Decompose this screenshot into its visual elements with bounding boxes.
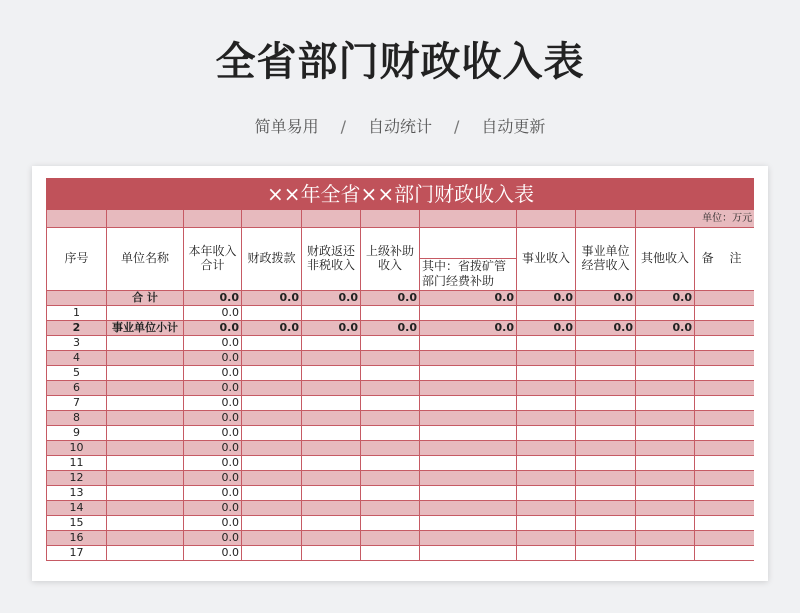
subtitle-separator: / (454, 117, 460, 136)
other-cell[interactable] (636, 411, 695, 426)
remark-cell[interactable] (695, 336, 755, 351)
business-cell[interactable] (517, 306, 576, 321)
unit-name-cell[interactable] (107, 426, 184, 441)
refund-cell[interactable] (302, 441, 361, 456)
row-index[interactable] (47, 291, 107, 306)
sub-cell[interactable] (420, 441, 517, 456)
refund-cell[interactable]: 0.0 (302, 291, 361, 306)
sub-cell[interactable] (420, 411, 517, 426)
cell[interactable] (242, 210, 302, 228)
operating-cell[interactable] (576, 471, 636, 486)
header-operating: 事业单位经营收入 (576, 228, 636, 291)
business-cell[interactable] (517, 381, 576, 396)
row-index[interactable]: 6 (47, 381, 107, 396)
unit-name-cell[interactable]: 事业单位小计 (107, 321, 184, 336)
unit-name-cell[interactable]: 合 计 (107, 291, 184, 306)
cell[interactable] (47, 210, 107, 228)
unit-name-cell[interactable] (107, 486, 184, 501)
business-cell[interactable] (517, 456, 576, 471)
business-cell[interactable] (517, 336, 576, 351)
operating-cell[interactable] (576, 366, 636, 381)
operating-cell[interactable] (576, 546, 636, 561)
table-row (47, 366, 755, 381)
sub-cell[interactable] (420, 456, 517, 471)
table-row (47, 456, 755, 471)
other-cell[interactable] (636, 531, 695, 546)
refund-cell[interactable] (302, 306, 361, 321)
total-cell[interactable]: 0.0 (184, 531, 242, 546)
remark-cell[interactable] (695, 531, 755, 546)
table-body (47, 291, 755, 561)
operating-cell[interactable]: 0.0 (576, 291, 636, 306)
superior-cell[interactable] (361, 366, 420, 381)
remark-cell[interactable] (695, 516, 755, 531)
subtitle-item: 自动更新 (481, 117, 546, 136)
row-index[interactable]: 5 (47, 366, 107, 381)
remark-cell[interactable] (695, 411, 755, 426)
total-cell[interactable]: 0.0 (184, 471, 242, 486)
sub-cell[interactable] (420, 336, 517, 351)
total-cell[interactable]: 0.0 (184, 546, 242, 561)
row-index[interactable]: 3 (47, 336, 107, 351)
row-index[interactable]: 2 (47, 321, 107, 336)
superior-cell[interactable] (361, 426, 420, 441)
operating-cell[interactable] (576, 381, 636, 396)
remark-cell[interactable] (695, 396, 755, 411)
other-cell[interactable] (636, 546, 695, 561)
sub-cell[interactable] (420, 546, 517, 561)
subtitle-separator: / (340, 117, 346, 136)
refund-cell[interactable] (302, 381, 361, 396)
total-cell[interactable]: 0.0 (184, 306, 242, 321)
table-row (47, 321, 755, 336)
refund-cell[interactable] (302, 516, 361, 531)
refund-cell[interactable]: 0.0 (302, 321, 361, 336)
fiscal-cell[interactable] (242, 381, 302, 396)
sub-cell[interactable] (420, 516, 517, 531)
unit-name-cell[interactable] (107, 351, 184, 366)
table-row (47, 501, 755, 516)
superior-cell[interactable] (361, 471, 420, 486)
other-cell[interactable] (636, 486, 695, 501)
remark-cell[interactable] (695, 486, 755, 501)
fiscal-cell[interactable] (242, 366, 302, 381)
fiscal-cell[interactable] (242, 411, 302, 426)
other-cell[interactable] (636, 441, 695, 456)
cell[interactable] (302, 210, 361, 228)
header-total: 本年收入合计 (184, 228, 242, 291)
row-index[interactable]: 16 (47, 531, 107, 546)
superior-cell[interactable]: 0.0 (361, 291, 420, 306)
table-row (47, 336, 755, 351)
header-unit-name: 单位名称 (107, 228, 184, 291)
sub-cell[interactable] (420, 396, 517, 411)
table-row (47, 306, 755, 321)
refund-cell[interactable] (302, 411, 361, 426)
remark-cell[interactable] (695, 546, 755, 561)
refund-cell[interactable] (302, 486, 361, 501)
business-cell[interactable] (517, 486, 576, 501)
operating-cell[interactable] (576, 306, 636, 321)
sub-cell[interactable] (420, 381, 517, 396)
superior-cell[interactable] (361, 396, 420, 411)
row-index[interactable]: 11 (47, 456, 107, 471)
business-cell[interactable] (517, 351, 576, 366)
other-cell[interactable]: 0.0 (636, 321, 695, 336)
superior-cell[interactable] (361, 516, 420, 531)
unit-name-cell[interactable] (107, 531, 184, 546)
fiscal-cell[interactable] (242, 531, 302, 546)
fiscal-cell[interactable] (242, 351, 302, 366)
other-cell[interactable] (636, 471, 695, 486)
remark-cell[interactable] (695, 366, 755, 381)
unit-name-cell[interactable] (107, 336, 184, 351)
other-cell[interactable] (636, 456, 695, 471)
remark-cell[interactable] (695, 456, 755, 471)
other-cell[interactable] (636, 381, 695, 396)
unit-name-cell[interactable] (107, 381, 184, 396)
superior-cell[interactable] (361, 456, 420, 471)
refund-cell[interactable] (302, 456, 361, 471)
header-row (47, 228, 755, 291)
unit-name-cell[interactable] (107, 411, 184, 426)
refund-cell[interactable] (302, 366, 361, 381)
fiscal-cell[interactable] (242, 546, 302, 561)
row-index[interactable]: 13 (47, 486, 107, 501)
operating-cell[interactable] (576, 411, 636, 426)
operating-cell[interactable] (576, 456, 636, 471)
refund-cell[interactable] (302, 471, 361, 486)
spreadsheet (46, 178, 754, 581)
other-cell[interactable] (636, 336, 695, 351)
unit-name-cell[interactable] (107, 441, 184, 456)
superior-cell[interactable] (361, 411, 420, 426)
fiscal-cell[interactable] (242, 501, 302, 516)
business-cell[interactable] (517, 426, 576, 441)
sub-cell[interactable] (420, 531, 517, 546)
fiscal-cell[interactable]: 0.0 (242, 291, 302, 306)
remark-cell[interactable] (695, 306, 755, 321)
sub-cell[interactable] (420, 501, 517, 516)
cell[interactable] (576, 210, 636, 228)
table-row (47, 531, 755, 546)
header-refund: 财政返还非税收入 (302, 228, 361, 291)
remark-cell[interactable] (695, 321, 755, 336)
operating-cell[interactable] (576, 501, 636, 516)
other-cell[interactable] (636, 516, 695, 531)
superior-cell[interactable] (361, 306, 420, 321)
business-cell[interactable] (517, 531, 576, 546)
row-index[interactable]: 1 (47, 306, 107, 321)
row-index[interactable]: 15 (47, 516, 107, 531)
other-cell[interactable] (636, 366, 695, 381)
sub-cell[interactable]: 0.0 (420, 321, 517, 336)
table-row (47, 291, 755, 306)
header-superior: 上级补助收入 (361, 228, 420, 291)
cell[interactable] (107, 210, 184, 228)
cell[interactable] (517, 210, 576, 228)
remark-cell[interactable] (695, 351, 755, 366)
refund-cell[interactable] (302, 531, 361, 546)
row-index[interactable]: 4 (47, 351, 107, 366)
remark-cell[interactable] (695, 291, 755, 306)
remark-cell[interactable] (695, 381, 755, 396)
header-other: 其他收入 (636, 228, 695, 291)
other-cell[interactable] (636, 396, 695, 411)
row-index[interactable]: 9 (47, 426, 107, 441)
operating-cell[interactable] (576, 351, 636, 366)
cell[interactable] (420, 210, 517, 228)
total-cell[interactable]: 0.0 (184, 486, 242, 501)
total-cell[interactable]: 0.0 (184, 516, 242, 531)
total-cell[interactable]: 0.0 (184, 396, 242, 411)
operating-cell[interactable] (576, 441, 636, 456)
business-cell[interactable] (517, 471, 576, 486)
total-cell[interactable]: 0.0 (184, 321, 242, 336)
refund-cell[interactable] (302, 336, 361, 351)
total-cell[interactable]: 0.0 (184, 426, 242, 441)
sub-cell[interactable] (420, 486, 517, 501)
remark-cell[interactable] (695, 441, 755, 456)
superior-cell[interactable] (361, 381, 420, 396)
refund-cell[interactable] (302, 351, 361, 366)
fiscal-cell[interactable] (242, 471, 302, 486)
refund-cell[interactable] (302, 426, 361, 441)
business-cell[interactable] (517, 366, 576, 381)
superior-cell[interactable] (361, 441, 420, 456)
total-cell[interactable]: 0.0 (184, 411, 242, 426)
subtitle-item: 自动统计 (367, 117, 432, 136)
total-cell[interactable]: 0.0 (184, 501, 242, 516)
operating-cell[interactable] (576, 396, 636, 411)
subtitle (0, 114, 800, 137)
table-row (47, 411, 755, 426)
business-cell[interactable]: 0.0 (517, 321, 576, 336)
header-fiscal: 财政拨款 (242, 228, 302, 291)
header-sub-note: 其中：省拨矿管部门经费补助 (420, 258, 516, 290)
header-business: 事业收入 (517, 228, 576, 291)
business-cell[interactable] (517, 546, 576, 561)
unit-row (47, 210, 755, 228)
fiscal-cell[interactable] (242, 396, 302, 411)
table-row (47, 471, 755, 486)
operating-cell[interactable] (576, 426, 636, 441)
table-row (47, 381, 755, 396)
fiscal-cell[interactable] (242, 486, 302, 501)
unit-label: 单位：万元 (636, 210, 755, 228)
business-cell[interactable] (517, 441, 576, 456)
row-index[interactable]: 12 (47, 471, 107, 486)
business-cell[interactable] (517, 516, 576, 531)
refund-cell[interactable] (302, 501, 361, 516)
fiscal-cell[interactable] (242, 426, 302, 441)
cell[interactable] (361, 210, 420, 228)
refund-cell[interactable] (302, 396, 361, 411)
superior-cell[interactable] (361, 531, 420, 546)
row-index[interactable]: 10 (47, 441, 107, 456)
operating-cell[interactable] (576, 486, 636, 501)
sub-cell[interactable] (420, 351, 517, 366)
table-title: ××年全省××部门财政收入表 (47, 179, 755, 210)
other-cell[interactable] (636, 501, 695, 516)
business-cell[interactable] (517, 396, 576, 411)
fiscal-cell[interactable] (242, 441, 302, 456)
other-cell[interactable]: 0.0 (636, 291, 695, 306)
header-seq: 序号 (47, 228, 107, 291)
other-cell[interactable] (636, 426, 695, 441)
superior-cell[interactable] (361, 336, 420, 351)
sub-cell[interactable] (420, 471, 517, 486)
income-table (46, 178, 754, 561)
other-cell[interactable] (636, 306, 695, 321)
total-cell[interactable]: 0.0 (184, 336, 242, 351)
fiscal-cell[interactable] (242, 456, 302, 471)
table-row (47, 426, 755, 441)
total-cell[interactable]: 0.0 (184, 366, 242, 381)
unit-name-cell[interactable] (107, 471, 184, 486)
superior-cell[interactable] (361, 351, 420, 366)
superior-cell[interactable] (361, 546, 420, 561)
total-cell[interactable]: 0.0 (184, 351, 242, 366)
business-cell[interactable] (517, 411, 576, 426)
row-index[interactable]: 14 (47, 501, 107, 516)
total-cell[interactable]: 0.0 (184, 381, 242, 396)
page-title: 全省部门财政收入表 (215, 39, 585, 85)
operating-cell[interactable] (576, 336, 636, 351)
unit-name-cell[interactable] (107, 546, 184, 561)
sub-cell[interactable] (420, 426, 517, 441)
unit-name-cell[interactable] (107, 456, 184, 471)
total-cell[interactable]: 0.0 (184, 456, 242, 471)
refund-cell[interactable] (302, 546, 361, 561)
fiscal-cell[interactable] (242, 516, 302, 531)
row-index[interactable]: 8 (47, 411, 107, 426)
superior-cell[interactable] (361, 486, 420, 501)
sub-cell[interactable]: 0.0 (420, 291, 517, 306)
unit-name-cell[interactable] (107, 306, 184, 321)
fiscal-cell[interactable] (242, 306, 302, 321)
table-row (47, 486, 755, 501)
unit-name-cell[interactable] (107, 501, 184, 516)
subtitle-item: 简单易用 (254, 117, 319, 136)
operating-cell[interactable] (576, 516, 636, 531)
total-cell[interactable]: 0.0 (184, 291, 242, 306)
business-cell[interactable] (517, 501, 576, 516)
fiscal-cell[interactable]: 0.0 (242, 321, 302, 336)
row-index[interactable]: 7 (47, 396, 107, 411)
header-sub-split (420, 228, 517, 291)
superior-cell[interactable]: 0.0 (361, 321, 420, 336)
business-cell[interactable]: 0.0 (517, 291, 576, 306)
remark-cell[interactable] (695, 471, 755, 486)
unit-name-cell[interactable] (107, 396, 184, 411)
table-row (47, 516, 755, 531)
row-index[interactable]: 17 (47, 546, 107, 561)
unit-name-cell[interactable] (107, 516, 184, 531)
spreadsheet-card (32, 166, 768, 581)
sub-cell[interactable] (420, 366, 517, 381)
remark-cell[interactable] (695, 501, 755, 516)
table-row (47, 441, 755, 456)
total-cell[interactable]: 0.0 (184, 441, 242, 456)
remark-cell[interactable] (695, 426, 755, 441)
sub-cell[interactable] (420, 306, 517, 321)
operating-cell[interactable]: 0.0 (576, 321, 636, 336)
fiscal-cell[interactable] (242, 336, 302, 351)
cell[interactable] (184, 210, 242, 228)
superior-cell[interactable] (361, 501, 420, 516)
table-row (47, 351, 755, 366)
unit-name-cell[interactable] (107, 366, 184, 381)
other-cell[interactable] (636, 351, 695, 366)
header-remark: 备 注 (695, 228, 755, 291)
table-row (47, 546, 755, 561)
table-row (47, 396, 755, 411)
operating-cell[interactable] (576, 531, 636, 546)
